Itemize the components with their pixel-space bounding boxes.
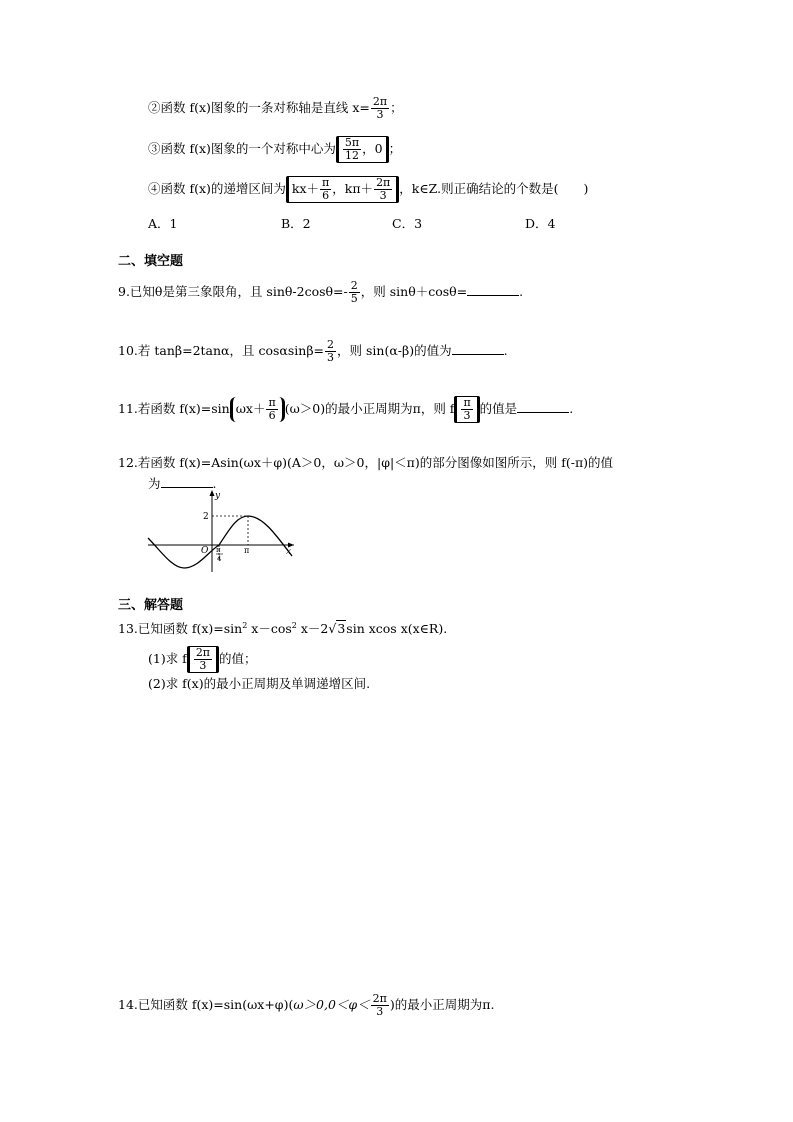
- answer-blank[interactable]: [161, 475, 213, 488]
- interval-bracket: kx＋ $\frac{\pi}{6}$ ，kπ＋ $\frac{2\pi}{3}$: [286, 176, 399, 203]
- option-b: B．2: [281, 216, 311, 231]
- bracket-group: $\frac{\pi}{3}$: [454, 396, 479, 423]
- paren-group: ωx＋ $\frac{\pi}{6}$: [230, 397, 285, 422]
- y-axis-arrow: [210, 490, 215, 496]
- x-tick-numerator: π: [216, 546, 221, 554]
- answer-blank[interactable]: [517, 400, 569, 413]
- question-9: 9.已知θ是第三象限角，且 sinθ-2cosθ=- $\frac{2}{5}$ ，则 sinθ＋cosθ= .: [118, 279, 524, 305]
- answer-blank[interactable]: [467, 283, 519, 296]
- origin-label: O: [201, 546, 209, 556]
- statement-3: ③函数 f(x)图象的一个对称中心为 $\frac{5\pi}{12}$ ，0 ；: [148, 136, 402, 162]
- question-12-line2: 为 .: [148, 476, 217, 491]
- question-10: 10.若 tanβ=2tanα，且 cosαsinβ= $\frac{2}{3}$ ，则 sin(α-β)的值为 .: [118, 338, 508, 364]
- option-d: D．4: [525, 216, 556, 231]
- x-tick-pi: π: [244, 546, 250, 555]
- y-axis-label: y: [215, 491, 221, 501]
- section-heading-fill-in: 二、填空题: [118, 254, 184, 269]
- section-heading-solutions: 三、解答题: [118, 598, 184, 613]
- option-a: A．1: [148, 216, 178, 231]
- answer-blank[interactable]: [452, 342, 504, 355]
- statement-2: ②函数 f(x)图象的一条对称轴是直线 x= $\frac{2\pi}{3}$ ；: [148, 95, 403, 121]
- sine-graph: [146, 488, 298, 574]
- question-13: 13.已知函数 $f(x)=\sin^2$ $x-\cos^2$ x－2√3sin xcos x(x∈R).: [118, 621, 448, 637]
- fraction: $\frac{2\pi}{3}$: [372, 95, 388, 121]
- y-tick-label: 2: [203, 512, 209, 522]
- question-13-part2: (2)求 f(x)的最小正周期及单调递增区间.: [148, 676, 371, 691]
- option-c: C．3: [392, 216, 423, 231]
- x-tick-denominator: 4: [217, 555, 222, 563]
- question-14: 14.已知函数 f(x)=sin(ωx+φ)(ω＞0,0＜φ＜ $\frac{2\pi}{3}$ )的最小正周期为π.: [118, 992, 495, 1018]
- question-12-line1: 12.若函数 f(x)=Asin(ωx＋φ)(A＞0，ω＞0，|φ|＜π)的部分图像如图所示，则 f(-π)的值: [118, 455, 614, 470]
- x-axis-label: x: [286, 547, 292, 557]
- question-11: 11.若函数 f(x)=sin ωx＋ $\frac{\pi}{6}$ (ω＞0)的最小正周期为π，则 f $\frac{\pi}{3}$ 的值是 .: [118, 396, 574, 422]
- question-13-part1: (1)求 f $\frac{2\pi}{3}$ 的值；: [148, 646, 257, 672]
- bracket-group: $\frac{5\pi}{12}$ ，0: [336, 136, 389, 163]
- bracket-group: $\frac{2\pi}{3}$: [187, 646, 219, 673]
- statement-4: ④函数 f(x)的递增区间为 kx＋ $\frac{\pi}{6}$ ，kπ＋ $\frac{2\pi}{3}$ ，k∈Z.则正确结论的个数是( ): [148, 176, 589, 202]
